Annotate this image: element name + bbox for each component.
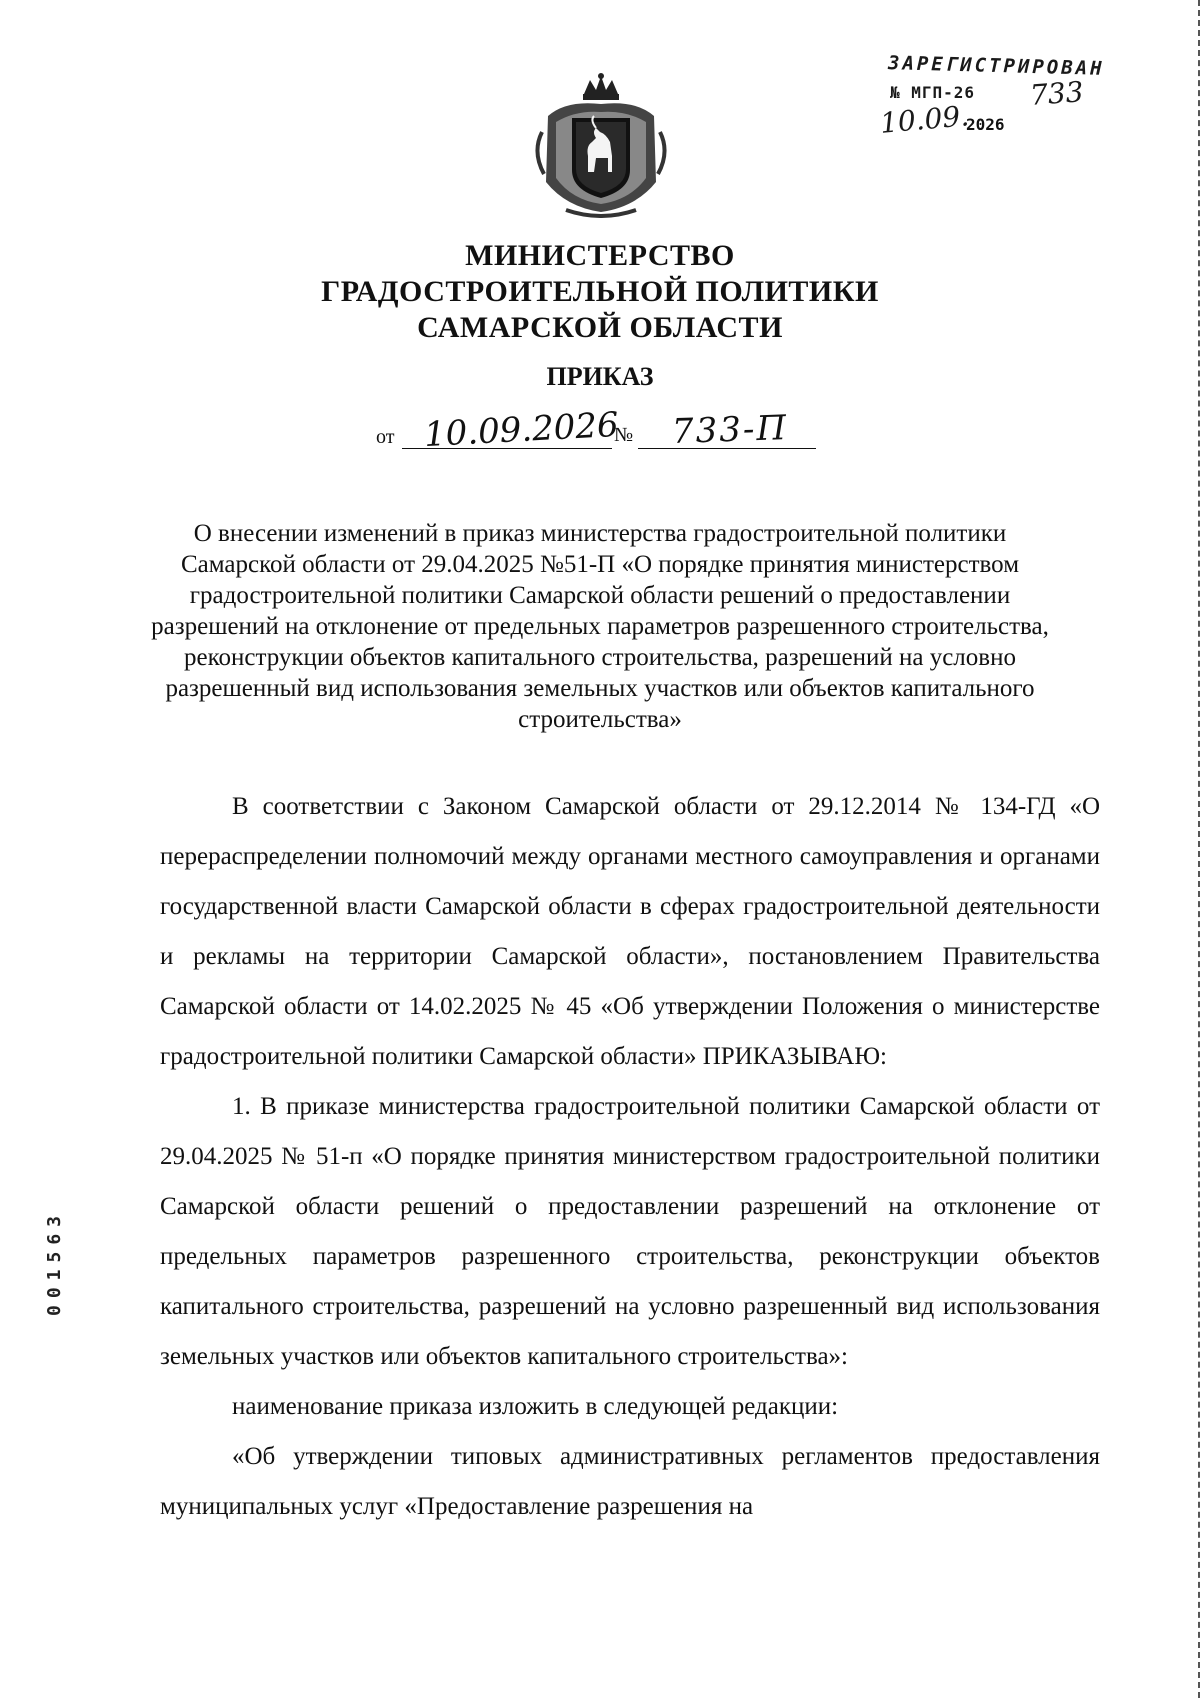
registration-stamp xyxy=(878,52,1120,145)
ministry-line-3: САМАРСКОЙ ОБЛАСТИ xyxy=(417,311,783,344)
side-serial-number: 001563 xyxy=(44,1208,65,1316)
stamp-handwritten-number: 733 xyxy=(1028,75,1085,112)
ministry-line-1: МИНИСТЕРСТВО xyxy=(465,239,735,272)
order-date-handwritten: 10.09.2026 xyxy=(423,404,620,456)
order-title: ПРИКАЗ xyxy=(546,362,654,391)
stamp-year: 2026 xyxy=(966,115,1005,134)
stamp-handwritten-date: 10.09. xyxy=(878,99,971,140)
body-paragraph-1: В соответствии с Законом Самарской области от 29.12.2014 № 134-ГД «О перераспределении полномочий между органами местного самоуправления и органами государственной власти Самарской области в сферах градостроительной деятельности и рекламы на территории Самарской области», постановлением Правительства Самарской области от 14.02.2025 № 45 «Об утверждении Положения о министерстве градостроительной политики Самарской области» ПРИКАЗЫВАЮ: xyxy=(160,793,1100,1070)
ministry-name xyxy=(0,238,1200,346)
order-body xyxy=(160,782,1100,1532)
order-subject: О внесении изменений в приказ министерства градостроительной политики Самарской области от 29.04.2025 №51-П «О порядке принятия министерством градостроительной политики Самарской области решений о предоставлении разрешений на отклонение от предельных параметров разрешенного строительства, реконструкции объектов капитального строительства, разрешений на условно разрешенный вид использования земельных участков или объектов капитального строительства» xyxy=(151,520,1049,733)
order-number-handwritten: 733-П xyxy=(671,407,789,453)
stamp-registered-label: ЗАРЕГИСТРИРОВАН xyxy=(887,52,1105,80)
ministry-line-2: ГРАДОСТРОИТЕЛЬНОЙ ПОЛИТИКИ xyxy=(321,275,879,308)
order-date-number-line xyxy=(376,404,816,456)
date-prefix: от xyxy=(376,426,395,448)
body-paragraph-2: 1. В приказе министерства градостроительной политики Самарской области от 29.04.2025 № 51-п «О порядке принятия министерством градостроительной политики Самарской области решений о предоставлении разрешений на отклонение от предельных параметров разрешенного строительства, реконструкции объектов капитального строительства, разрешений на условно разрешенный вид использования земельных участков или объектов капитального строительства»: xyxy=(160,1093,1100,1370)
number-prefix: № xyxy=(614,424,634,446)
stamp-number-prefix: № МГП-26 xyxy=(890,83,976,102)
body-paragraph-4: «Об утверждении типовых административных регламентов предоставления муниципальных услуг «Предоставление разрешения на xyxy=(160,1443,1100,1520)
samara-coat-of-arms-icon xyxy=(526,72,676,218)
body-paragraph-3: наименование приказа изложить в следующей редакции: xyxy=(232,1393,839,1420)
